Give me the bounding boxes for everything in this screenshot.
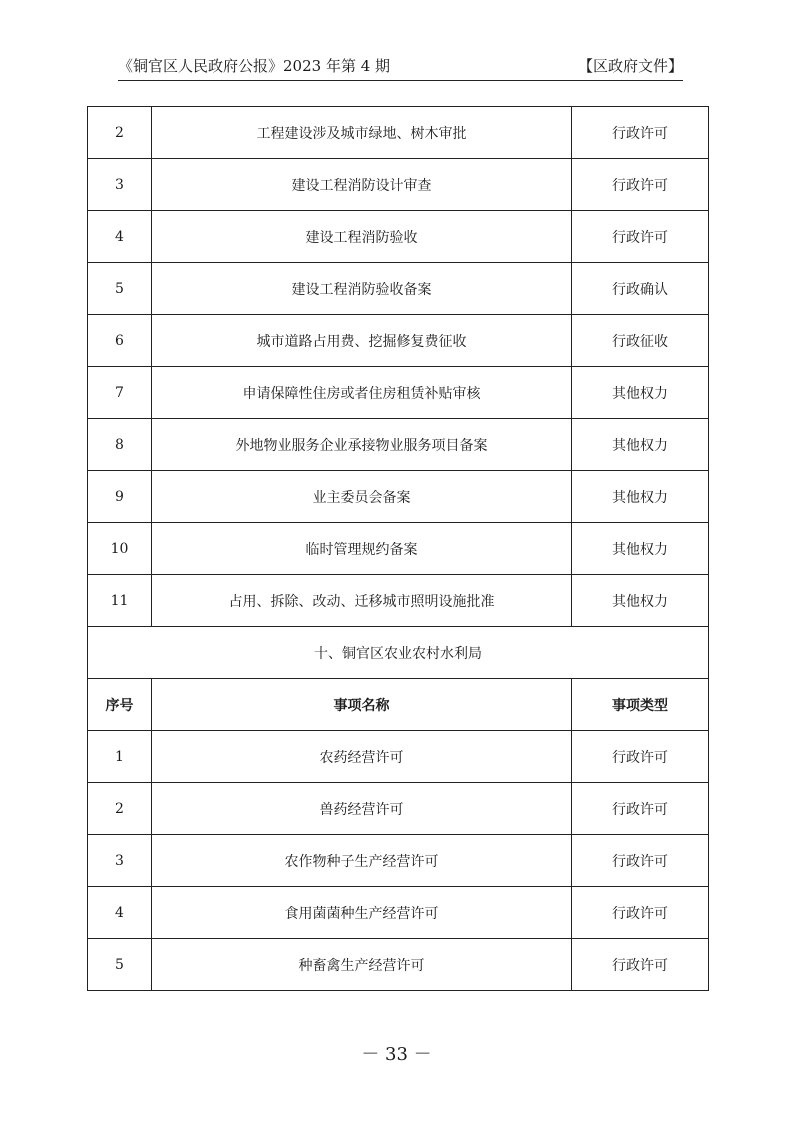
page-number: － 33 － <box>361 1044 432 1065</box>
section-title: 十、铜官区农业农村水利局 <box>88 627 709 679</box>
header-item-name: 事项名称 <box>152 679 572 731</box>
row-number: 3 <box>88 159 152 211</box>
row-number: 2 <box>88 107 152 159</box>
item-type: 行政许可 <box>572 783 709 835</box>
section-title-row <box>88 627 709 679</box>
table-row <box>88 107 709 159</box>
table-row <box>88 419 709 471</box>
item-type: 其他权力 <box>572 471 709 523</box>
row-number: 10 <box>88 523 152 575</box>
item-name: 建设工程消防设计审查 <box>152 159 572 211</box>
item-type: 其他权力 <box>572 367 709 419</box>
table-row <box>88 731 709 783</box>
item-type: 行政许可 <box>572 939 709 991</box>
row-number: 9 <box>88 471 152 523</box>
row-number: 1 <box>88 731 152 783</box>
row-number: 6 <box>88 315 152 367</box>
item-name: 城市道路占用费、挖掘修复费征收 <box>152 315 572 367</box>
item-type: 行政许可 <box>572 107 709 159</box>
table-row <box>88 367 709 419</box>
header-number: 序号 <box>88 679 152 731</box>
row-number: 5 <box>88 263 152 315</box>
table-row <box>88 211 709 263</box>
table-row <box>88 575 709 627</box>
power-list-table <box>87 106 709 991</box>
table-row <box>88 835 709 887</box>
item-type: 行政许可 <box>572 887 709 939</box>
item-type: 其他权力 <box>572 575 709 627</box>
table-row <box>88 523 709 575</box>
item-name: 农药经营许可 <box>152 731 572 783</box>
table-row <box>88 471 709 523</box>
item-name: 建设工程消防验收 <box>152 211 572 263</box>
row-number: 5 <box>88 939 152 991</box>
item-name: 建设工程消防验收备案 <box>152 263 572 315</box>
item-type: 行政许可 <box>572 159 709 211</box>
row-number: 4 <box>88 887 152 939</box>
table-row <box>88 159 709 211</box>
table-row <box>88 783 709 835</box>
item-type: 其他权力 <box>572 419 709 471</box>
row-number: 8 <box>88 419 152 471</box>
row-number: 7 <box>88 367 152 419</box>
item-name: 临时管理规约备案 <box>152 523 572 575</box>
row-number: 4 <box>88 211 152 263</box>
item-type: 行政许可 <box>572 211 709 263</box>
item-name: 兽药经营许可 <box>152 783 572 835</box>
item-type: 行政确认 <box>572 263 709 315</box>
item-type: 其他权力 <box>572 523 709 575</box>
item-name: 申请保障性住房或者住房租赁补贴审核 <box>152 367 572 419</box>
table-row <box>88 887 709 939</box>
row-number: 11 <box>88 575 152 627</box>
item-type: 行政许可 <box>572 731 709 783</box>
item-name: 食用菌菌种生产经营许可 <box>152 887 572 939</box>
item-type: 行政许可 <box>572 835 709 887</box>
row-number: 2 <box>88 783 152 835</box>
document-category: 【区政府文件】 <box>577 57 683 75</box>
column-header-row <box>88 679 709 731</box>
table-row <box>88 263 709 315</box>
item-name: 外地物业服务企业承接物业服务项目备案 <box>152 419 572 471</box>
table-row <box>88 939 709 991</box>
running-header <box>118 54 683 78</box>
item-type: 行政征收 <box>572 315 709 367</box>
item-name: 占用、拆除、改动、迁移城市照明设施批准 <box>152 575 572 627</box>
header-item-type: 事项类型 <box>572 679 709 731</box>
bulletin-title: 《铜官区人民政府公报》2023 年第 4 期 <box>118 57 391 75</box>
header-divider <box>118 80 683 81</box>
item-name: 业主委员会备案 <box>152 471 572 523</box>
item-name: 种畜禽生产经营许可 <box>152 939 572 991</box>
item-name: 农作物种子生产经营许可 <box>152 835 572 887</box>
table-row <box>88 315 709 367</box>
item-name: 工程建设涉及城市绿地、树木审批 <box>152 107 572 159</box>
row-number: 3 <box>88 835 152 887</box>
